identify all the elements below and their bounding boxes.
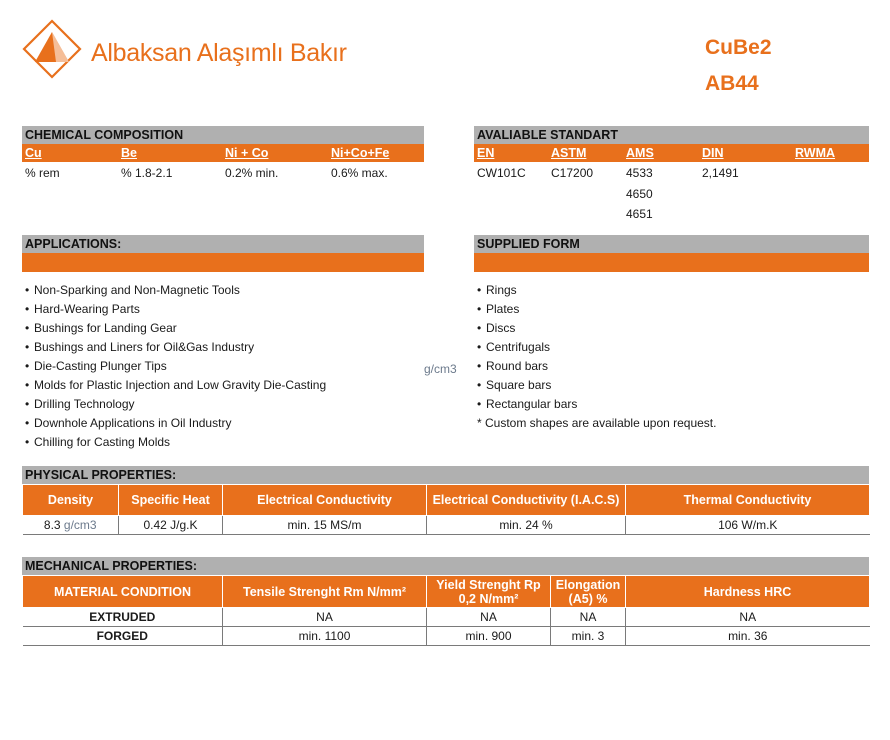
phys-col-density: Density [23,485,119,516]
std-value-din: 2,1491 [702,166,739,180]
chemical-header-bar [22,144,424,162]
mechanical-properties-table [22,575,870,646]
list-item: • Drilling Technology [25,397,135,411]
available-standard-section [474,126,869,226]
available-standard-title: AVALIABLE STANDART [474,126,869,144]
mech-col-hardness: Hardness HRC [626,576,870,608]
list-item: • Hard-Wearing Parts [25,302,140,316]
mech-col-elongation: Elongation (A5) % [551,576,626,608]
phys-value-specific-heat: 0.42 J/g.K [119,516,223,535]
phys-col-elec-conductivity: Electrical Conductivity [223,485,427,516]
mech-value: min. 3 [551,627,626,646]
mech-condition-extruded: EXTRUDED [23,608,223,627]
std-col-en: EN [477,146,495,160]
supplied-form-list [474,281,869,433]
chem-col-cu: Cu [25,146,42,160]
stray-unit-label: g/cm3 [424,362,457,376]
list-item: • Downhole Applications in Oil Industry [25,416,232,430]
applications-section [22,235,424,452]
list-item: • Square bars [477,378,552,392]
std-value-ams-3: 4651 [626,207,653,221]
supplied-form-section [474,235,869,433]
list-item: • Rectangular bars [477,397,578,411]
physical-properties-title: PHYSICAL PROPERTIES: [22,466,869,484]
std-col-ams: AMS [626,146,654,160]
alloy-code: AB44 [705,72,759,95]
chem-value-cu: % rem [25,166,60,180]
mech-col-tensile-strength: Tensile Strenght Rm N/mm² [223,576,427,608]
chem-col-be: Be [121,146,137,160]
list-item: • Centrifugals [477,340,551,354]
list-item: • Die-Casting Plunger Tips [25,359,167,373]
std-value-ams-1: 4533 [626,166,653,180]
phys-col-specific-heat: Specific Heat [119,485,223,516]
list-item: • Round bars [477,359,549,373]
mech-value: min. 900 [427,627,551,646]
table-row [23,627,870,646]
chem-value-nicofe: 0.6% max. [331,166,388,180]
mechanical-properties-title: MECHANICAL PROPERTIES: [22,557,869,575]
mech-col-yield-strength: Yield Strenght Rp 0,2 N/mm² [427,576,551,608]
mech-condition-forged: FORGED [23,627,223,646]
phys-value-thermal-conductivity: 106 W/m.K [626,516,870,535]
mech-value: NA [223,608,427,627]
list-item: • Molds for Plastic Injection and Low Gravity Die-Casting [25,378,327,392]
alloy-grade: CuBe2 [705,36,772,59]
list-item: • Plates [477,302,520,316]
chem-value-nico: 0.2% min. [225,166,279,180]
phys-col-elec-conductivity-iacs: Electrical Conductivity (I.A.C.S) [427,485,626,516]
std-col-din: DIN [702,146,724,160]
std-value-ams-2: 4650 [626,187,653,201]
list-item: • Bushings and Liners for Oil&Gas Industry [25,340,255,354]
std-col-astm: ASTM [551,146,587,160]
albaksan-triangle-logo-icon [22,19,82,79]
mech-value: NA [626,608,870,627]
applications-list [22,281,424,452]
chem-col-nicofe: Ni+Co+Fe [331,146,390,160]
mech-value: NA [427,608,551,627]
list-item: • Bushings for Landing Gear [25,321,177,335]
list-item: • Rings [477,283,517,297]
mech-value: min. 1100 [223,627,427,646]
phys-value-elec-conductivity: min. 15 MS/m [223,516,427,535]
mech-value: NA [551,608,626,627]
phys-value-density: 8.3 g/cm3 [23,516,119,535]
company-name: Albaksan Alaşımlı Bakır [91,39,347,67]
mech-value: min. 36 [626,627,870,646]
std-col-rwma: RWMA [795,146,836,160]
list-item: • Discs [477,321,516,335]
custom-shapes-note: * Custom shapes are available upon request. [477,416,717,430]
table-row [23,516,870,535]
list-item: • Non-Sparking and Non-Magnetic Tools [25,283,240,297]
applications-bar [22,253,424,272]
applications-title: APPLICATIONS: [22,235,424,253]
standard-header-bar [474,144,869,162]
chemical-composition-title: CHEMICAL COMPOSITION [22,126,424,144]
chem-value-be: % 1.8-2.1 [121,166,173,180]
std-value-en: CW101C [477,166,526,180]
chemical-composition-section [22,126,424,182]
physical-properties-table [22,484,870,535]
supplied-form-bar [474,253,869,272]
mech-col-material-condition: MATERIAL CONDITION [23,576,223,608]
supplied-form-title: SUPPLIED FORM [474,235,869,253]
std-value-astm: C17200 [551,166,594,180]
phys-value-elec-conductivity-iacs: min. 24 % [427,516,626,535]
table-row [23,608,870,627]
phys-col-thermal-conductivity: Thermal Conductivity [626,485,870,516]
list-item: • Chilling for Casting Molds [25,435,171,449]
chem-col-nico: Ni + Co [225,146,269,160]
